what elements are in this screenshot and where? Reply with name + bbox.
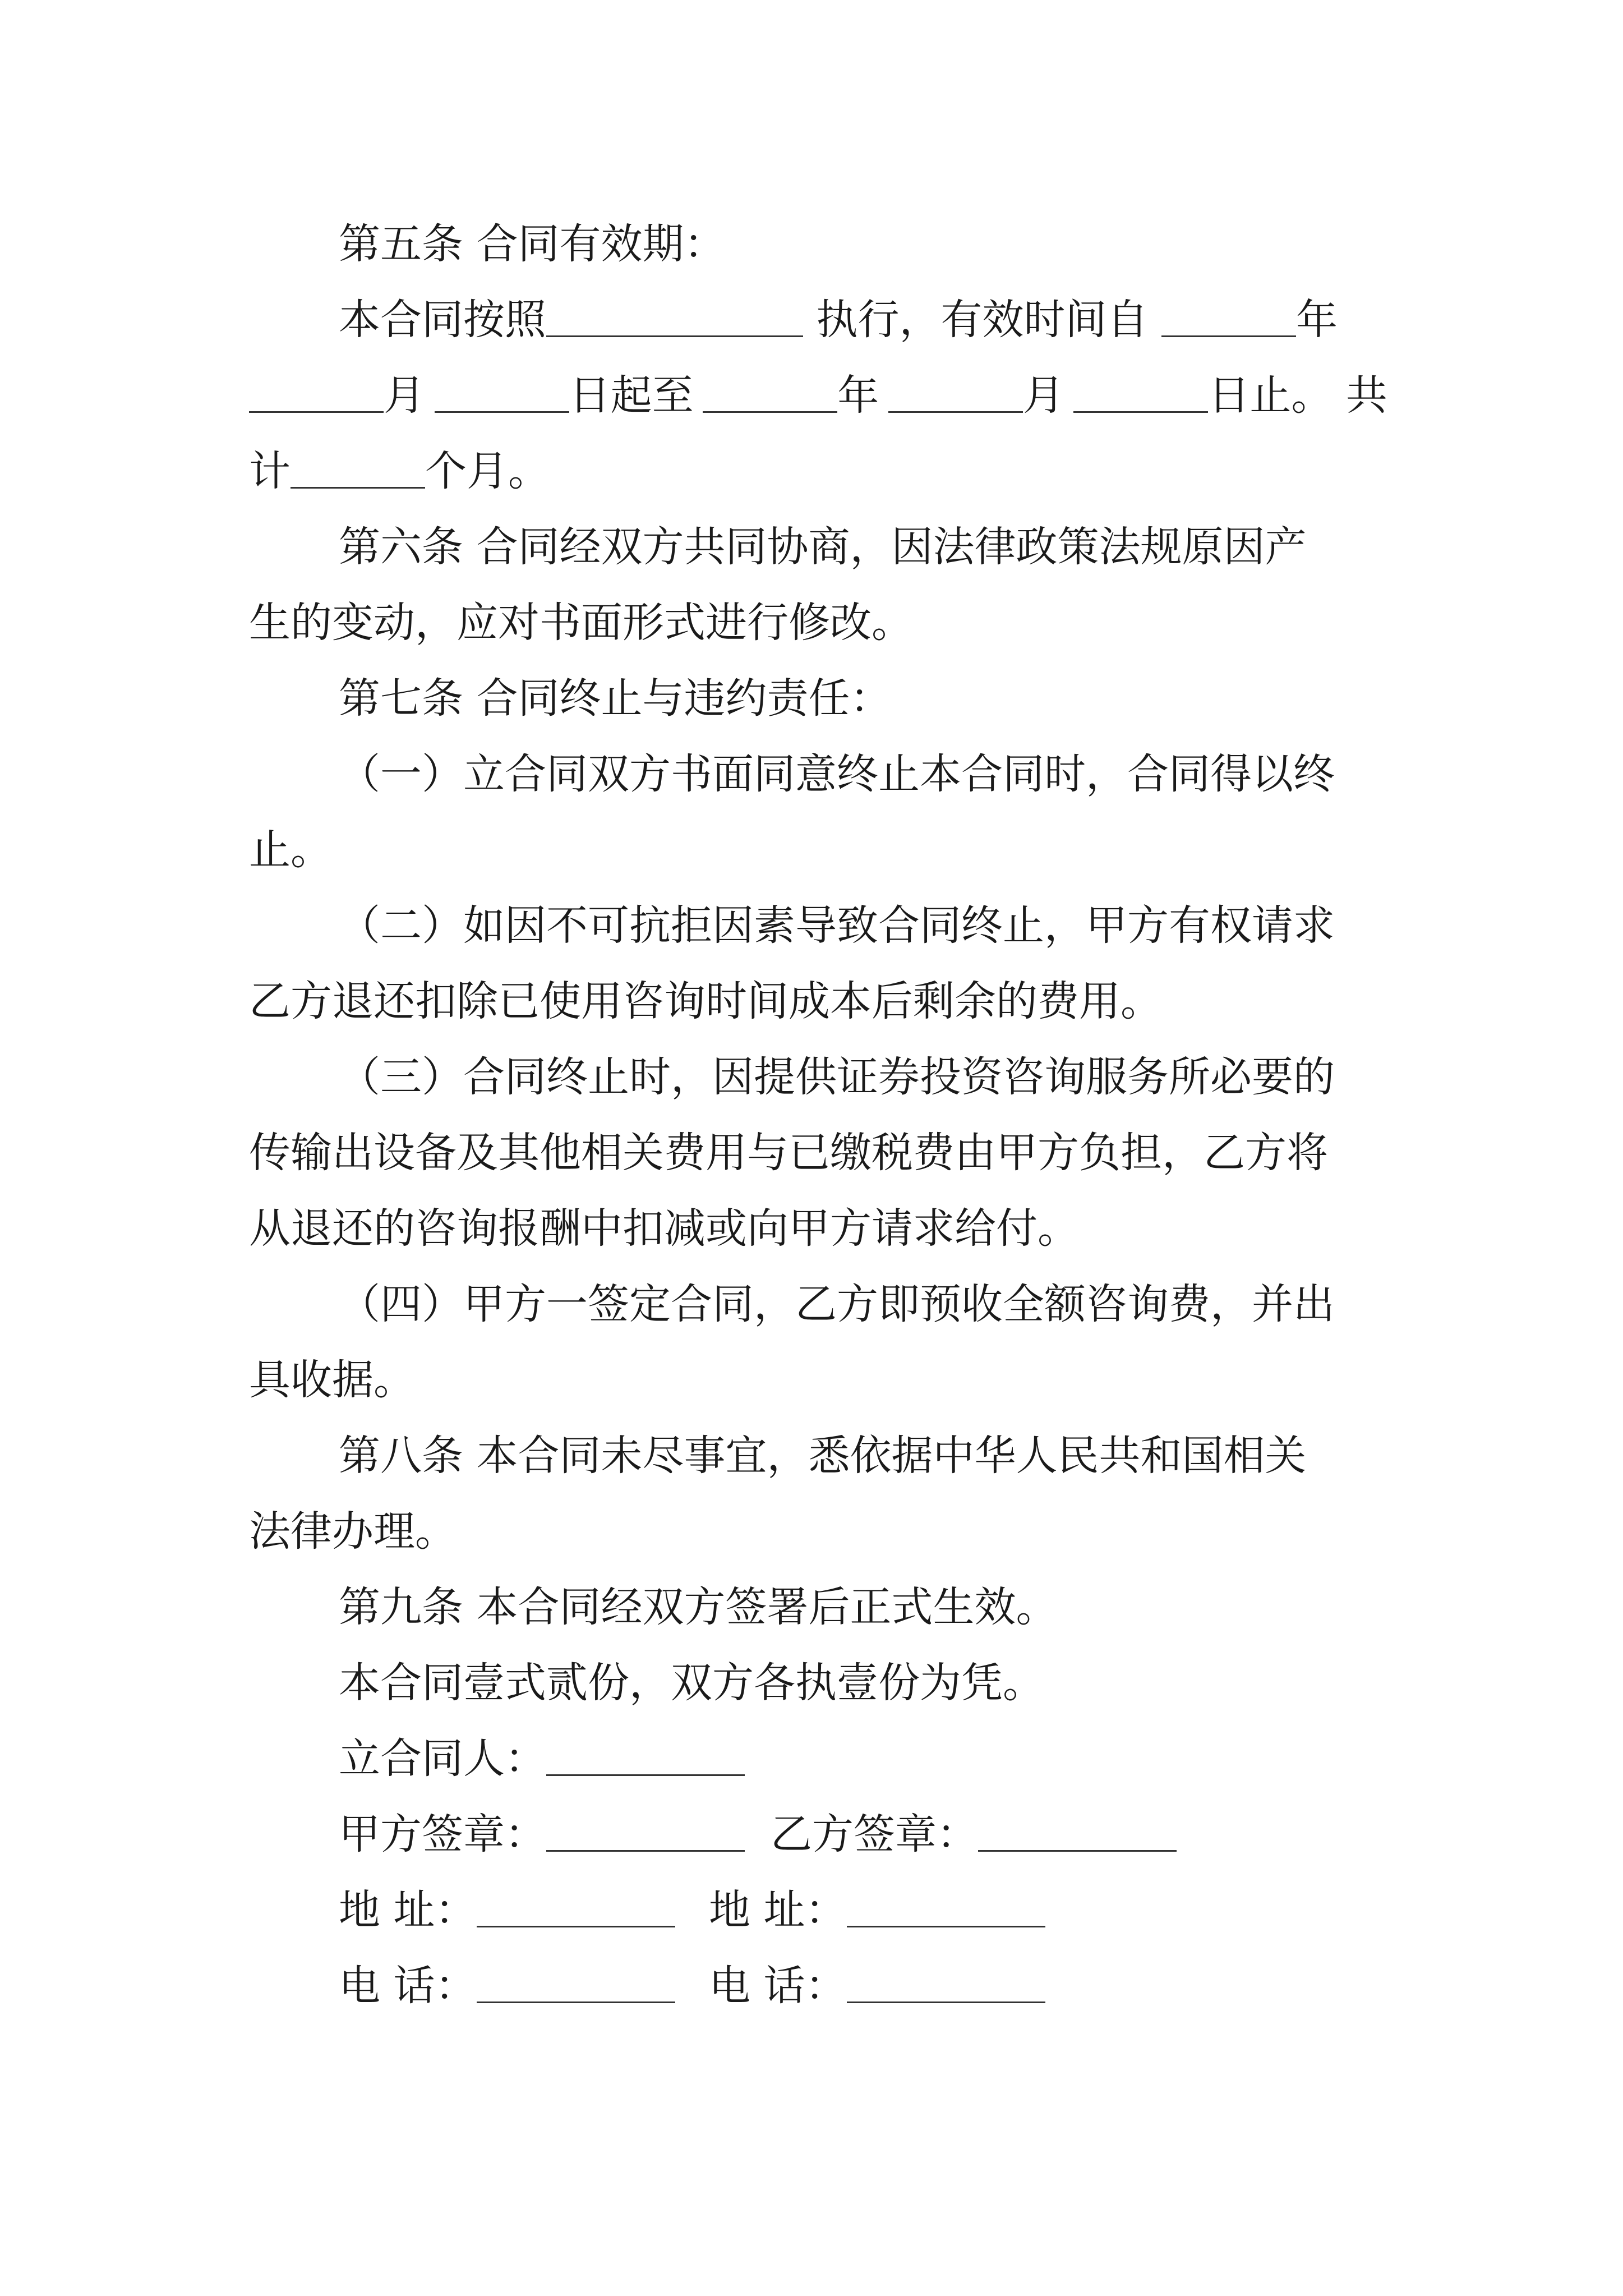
party-b-sign-label: 乙方签章： xyxy=(771,1810,978,1858)
party-a-address-blank[interactable] xyxy=(477,1889,675,1927)
article7-item2-line1: （二）如因不可抗拒因素导致合同终止，甲方有权请求 xyxy=(339,901,1335,950)
end-year-blank[interactable] xyxy=(703,374,837,413)
article5-title xyxy=(339,213,726,275)
article7-item1-line1: （一）立合同双方书面同意终止本合同时，合同得以终 xyxy=(339,750,1335,798)
basis-blank[interactable] xyxy=(546,298,803,337)
article7-item4-line1: （四）甲方一签定合同，乙方即预收全额咨询费，并出 xyxy=(339,1280,1335,1328)
party-a-phone-label: 电 话： xyxy=(339,1962,477,2010)
article5-title-text: 第五条 合同有效期： xyxy=(339,220,726,268)
phone-row xyxy=(339,1955,675,2017)
article5-line1 xyxy=(339,289,1338,351)
article9-line1: 第九条 本合同经双方签署后正式生效。 xyxy=(339,1583,1058,1631)
start-month-blank[interactable] xyxy=(249,374,384,413)
article8-line1: 第八条 本合同未尽事宜，悉依据中华人民共和国相关 xyxy=(339,1432,1307,1480)
article5-l2-year: 年 xyxy=(837,371,879,420)
party-signature-row xyxy=(339,1803,745,1865)
article7-item4-line2: 具收据。 xyxy=(249,1356,415,1404)
article5-l1-c: 年 xyxy=(1296,296,1338,344)
party-b-sign-blank[interactable] xyxy=(978,1813,1177,1852)
party-a-address-label: 地 址： xyxy=(339,1886,477,1934)
article7-item3-line1: （三）合同终止时，因提供证券投资咨询服务所必要的 xyxy=(339,1053,1335,1101)
address-row xyxy=(339,1879,675,1941)
start-day-blank[interactable] xyxy=(435,374,569,413)
article5-line2 xyxy=(249,365,1387,426)
article5-l2-until: 日止。 共 xyxy=(1208,371,1387,420)
article5-l1-b: 执行，有效时间自 xyxy=(803,296,1162,344)
article5-l2-month2: 月 xyxy=(1022,371,1064,420)
article5-l3-b: 个月。 xyxy=(425,447,550,495)
party-b-address-label: 地 址： xyxy=(709,1886,847,1934)
party-b-phone-blank[interactable] xyxy=(847,1964,1045,2003)
party-b-address-blank[interactable] xyxy=(847,1889,1045,1927)
party-a-sign-blank[interactable] xyxy=(546,1813,745,1852)
article5-l1-a: 本合同按照 xyxy=(339,296,546,344)
article6-line1: 第六条 合同经双方共同协商，因法律政策法规原因产 xyxy=(339,523,1307,571)
article7-item3-line3: 从退还的咨询报酬中扣减或向甲方请求给付。 xyxy=(249,1204,1079,1253)
party-a-sign-label: 甲方签章： xyxy=(339,1810,546,1858)
signer-row xyxy=(339,1728,745,1789)
party-b-address xyxy=(709,1879,1045,1941)
party-b-phone xyxy=(709,1955,1045,2017)
party-a-phone-blank[interactable] xyxy=(477,1964,675,2003)
party-b-phone-label: 电 话： xyxy=(709,1962,847,2010)
article5-l2-from: 日起至 xyxy=(569,371,694,420)
article7-item2-line2: 乙方退还扣除已使用咨询时间成本后剩余的费用。 xyxy=(249,977,1162,1025)
start-year-blank[interactable] xyxy=(1161,298,1296,337)
article5-l2-month: 月 xyxy=(384,371,425,420)
article8-line2: 法律办理。 xyxy=(249,1507,457,1556)
party-b-signature xyxy=(771,1803,1177,1865)
article9-line2: 本合同壹式贰份，双方各执壹份为凭。 xyxy=(339,1659,1044,1707)
article7-item3-line2: 传输出设备及其他相关费用与已缴税费由甲方负担，乙方将 xyxy=(249,1129,1328,1177)
signer-label: 立合同人： xyxy=(339,1734,546,1783)
article7-title: 第七条 合同终止与违约责任： xyxy=(339,674,892,723)
article5-l3-a: 计 xyxy=(249,447,291,495)
article5-line3 xyxy=(249,440,550,502)
end-day-blank[interactable] xyxy=(1073,374,1208,413)
signer-blank[interactable] xyxy=(546,1737,745,1776)
months-count-blank[interactable] xyxy=(291,450,425,489)
article7-item1-line2: 止。 xyxy=(249,826,332,874)
end-month-blank[interactable] xyxy=(888,374,1023,413)
article6-line2: 生的变动，应对书面形式进行修改。 xyxy=(249,599,913,647)
